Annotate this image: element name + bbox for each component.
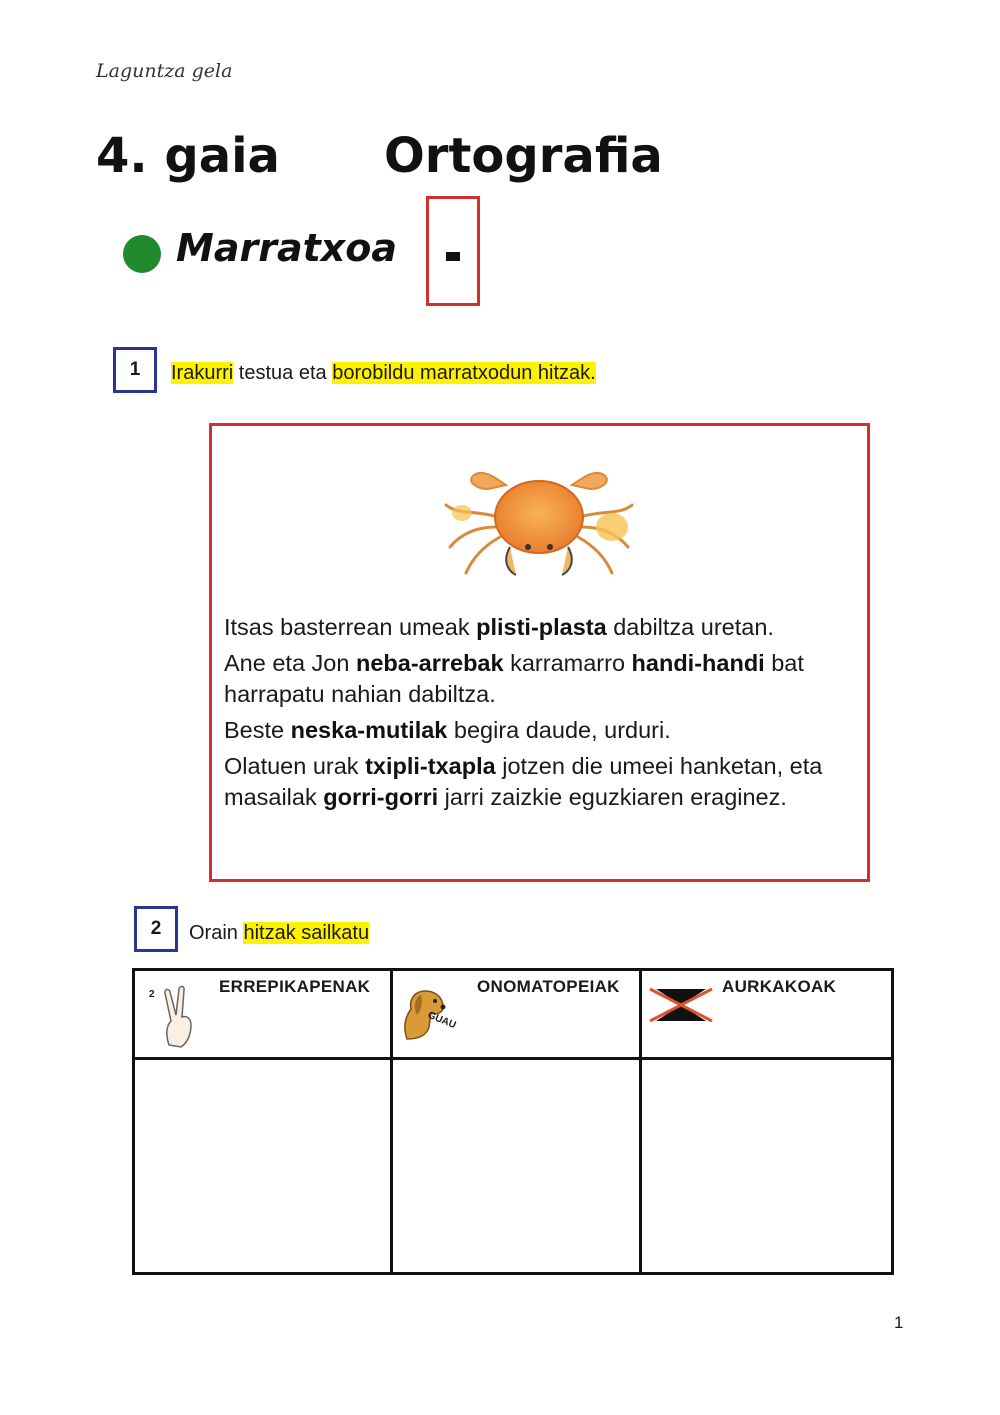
crossed-opposites-icon: [648, 985, 714, 1025]
column-label-repetitions: ERREPIKAPENAK: [219, 977, 371, 996]
hyphenated-word[interactable]: plisti-plasta: [476, 614, 607, 640]
highlighted-text: Irakurri: [171, 362, 234, 384]
hyphen-symbol: [446, 252, 460, 261]
story-paragraph: [224, 612, 864, 643]
story-text-segment: begira daude, urduri.: [447, 717, 671, 743]
column-header-repetitions: [134, 970, 392, 1059]
hyphenated-word[interactable]: gorri-gorri: [323, 784, 439, 810]
column-header-opposites: [641, 970, 893, 1059]
story-text-segment: Itsas basterrean umeak: [224, 614, 477, 640]
answer-cell-opposites[interactable]: [641, 1059, 893, 1274]
hyphenated-word[interactable]: neska-mutilak: [290, 717, 448, 743]
unit-title: 4. gaia: [96, 128, 280, 184]
exercise-2-instruction: [189, 922, 369, 945]
table-answer-row: [134, 1059, 893, 1274]
column-label-opposites: AURKAKOAK: [722, 977, 837, 996]
story-paragraph: [224, 715, 864, 746]
instruction-text: testua eta: [233, 362, 333, 384]
highlighted-text: borobildu marratxodun hitzak.: [332, 362, 596, 384]
green-bullet-icon: [123, 235, 161, 273]
two-fingers-icon: [159, 985, 199, 1049]
story-text-segment: Olatuen urak: [224, 753, 366, 779]
story-text-segment: bat harrapatu nahian dabiltza.: [224, 650, 804, 707]
story-text-segment: Beste: [224, 717, 291, 743]
story-text-segment: jarri zaizkie eguzkiaren eraginez.: [438, 784, 787, 810]
instruction-text: Orain: [189, 922, 244, 944]
table-header-row: [134, 970, 893, 1059]
exercise-1-number: 1: [113, 347, 157, 393]
story-text-segment: karramarro: [503, 650, 632, 676]
column-header-onomatopoeia: [392, 970, 641, 1059]
page-number: 1: [894, 1313, 904, 1332]
column-label-onomatopoeia: ONOMATOPEIAK: [477, 977, 620, 996]
hyphen-symbol-box: [426, 196, 480, 306]
story-text-segment: Ane eta Jon: [224, 650, 356, 676]
answer-cell-repetitions[interactable]: [134, 1059, 392, 1274]
two-label: 2: [149, 989, 155, 1000]
classification-table: [132, 968, 894, 1275]
crab-icon: [436, 455, 642, 583]
hyphenated-word[interactable]: handi-handi: [631, 650, 765, 676]
highlighted-text: hitzak sailkatu: [243, 922, 370, 944]
header-note: Laguntza gela: [96, 60, 233, 82]
story-text-segment: dabiltza uretan.: [606, 614, 774, 640]
exercise-1-instruction: [171, 362, 596, 385]
exercise-2-number: 2: [134, 906, 178, 952]
topic-title: Ortografia: [384, 128, 663, 184]
story-paragraph: [224, 648, 864, 710]
hyphenated-word[interactable]: txipli-txapla: [365, 753, 496, 779]
guau-label: GUAU: [426, 1009, 458, 1032]
subtitle: Marratxoa: [176, 226, 398, 270]
story-paragraph: [224, 751, 864, 813]
answer-cell-onomatopoeia[interactable]: [392, 1059, 641, 1274]
hyphenated-word[interactable]: neba-arrebak: [355, 650, 504, 676]
story-text: [224, 612, 864, 818]
story-text-segment: jotzen die umeei hanketan, eta masailak: [224, 753, 823, 810]
